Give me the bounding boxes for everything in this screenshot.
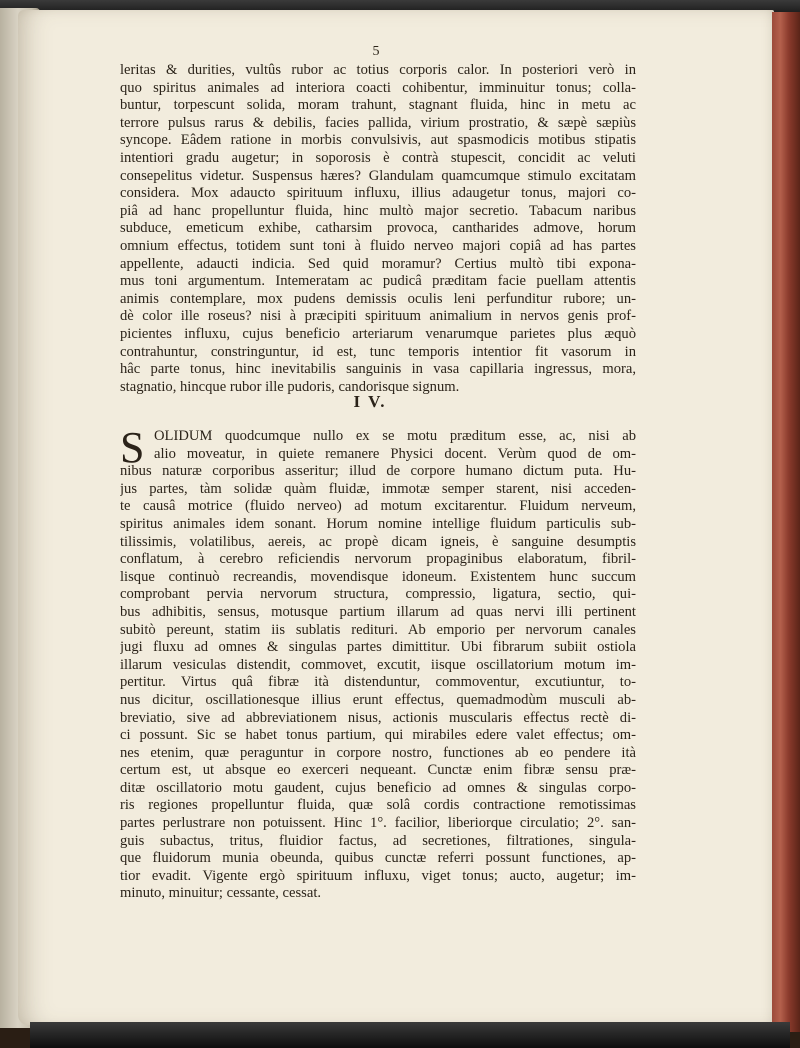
text-line: jugi fluxu ad omnes & singulas partes dimittitur. Ubi fibrarum subiit ostiola <box>120 639 636 656</box>
text-line: leritas & durities, vultûs rubor ac totius corporis calor. In posteriori verò in <box>120 62 636 78</box>
text-line: syncope. Eâdem ratione in morbis convulsivis, aut spasmodicis motibus stipatis <box>120 132 636 149</box>
text-line: quo spiritus animales ad interiora coacti cohibentur, imminuitur tonus; colla- <box>120 79 636 96</box>
text-line: tior evadit. Vigente ergò spirituum influxu, viget tonus; aucto, augetur; im- <box>120 867 636 884</box>
text-line: te causâ motrice (fluido nerveo) ad motum excitarentur. Fluidum nerveum, <box>120 498 636 515</box>
paragraph-continued <box>120 62 636 396</box>
text-line: spiritus animales idem sonant. Horum nomine intellige fluidum particulis sub- <box>120 515 636 532</box>
text-line: bus adhibitis, sensus, motusque partium illarum ad quas nervi illi pertinent <box>120 603 636 620</box>
text-line: pertitur. Virtus quâ fibræ ità distenduntur, commoventur, excutiuntur, to- <box>120 674 636 691</box>
text-line: buntur, torpescunt solida, moram trahunt, stagnant fluida, hinc in metu ac <box>120 97 636 114</box>
text-line: contrahuntur, constringuntur, id est, tunc temporis intentior fit vasorum in <box>120 343 636 360</box>
text-line: terrore pulsus rarus & debilis, facies pallida, virium prostratio, & sæpè sæpiùs <box>120 114 636 131</box>
text-line: ris regiones propelluntur fluida, quæ solâ cordis contractione remotissimas <box>120 797 636 814</box>
text-line: considera. Mox adaucto spirituum influxu, illius adaugetur tonus, majori co- <box>120 185 636 202</box>
text-line: subitò pereunt, statim iis sublatis redituri. Ab emporio per nervorum canales <box>120 621 636 638</box>
text-line: consepelitus videtur. Suspensus hæres? Glandulam quamcumque stimulo excitatam <box>120 167 636 184</box>
drop-cap: S <box>120 423 145 472</box>
text-line: breviatio, sive ad abbreviationem nisus, actionis muscularis effectus rectè di- <box>120 709 636 726</box>
text-line: animis contemplare, mox pudens demissis oculis leni perfunditur rubore; un- <box>120 290 636 307</box>
book-cover-edge <box>772 12 800 1032</box>
text-line: conflatum, à cerebro reficiendis nervorum propaginibus elaboratum, fibril- <box>120 551 636 568</box>
text-line: certum est, ut absque eo exerceri nequeant. Cunctæ enim fibræ sensu præ- <box>120 762 636 779</box>
text-line: picientes influxu, cujus beneficio arteriarum venarumque parietes plus æquò <box>120 325 636 342</box>
text-line: ditæ oscillatorio motu gaudent, cujus beneficio ad omnes & singulas corpo- <box>120 779 636 796</box>
scanner-bottom-edge <box>30 1022 790 1048</box>
text-line: piâ ad hanc propelluntur fluida, hinc multò major secretio. Tabacum naribus <box>120 202 636 219</box>
text-line: stagnatio, hincque rubor ille pudoris, candorisque signum. <box>120 378 460 395</box>
paragraph-section-iv <box>120 423 636 903</box>
text-line: ci possunt. Sic se habet tonus partium, qui mirabiles edere valet effectus; om- <box>120 727 636 744</box>
text-line: intentiori gradu augetur; in soporosis è contrà stupescit, concidit ac veluti <box>120 149 636 166</box>
text-line: tilissimis, volatilibus, aereis, ac propè dicam igneis, è sanguine desumptis <box>120 533 636 550</box>
text-line: appellente, adaucti indicia. Sed quid moramur? Certius multò tibi expona- <box>120 255 636 272</box>
text-line: que fluidorum munia obeunda, quibus cunctæ referri possunt functiones, ap- <box>120 850 636 867</box>
text-line: nibus naturæ corporibus asseritur; illud de corpore humano dictum puta. Hu- <box>120 463 636 480</box>
text-line: nus dicitur, oscillationesque illius erunt effectus, quemadmodùm musculi ab- <box>120 691 636 708</box>
text-line: subduce, emeticum exhibe, catharsim provoca, cantharides admove, horum <box>120 220 636 237</box>
text-line: illarum vesiculas distendit, commovet, excutit, iisque oscillatorium motum im- <box>120 656 636 673</box>
text-line: nes etenim, quæ peraguntur in corpore nostro, functiones ab eo pendere ità <box>120 744 636 761</box>
text-line: comprobant pervia nervorum structura, compressio, ligatura, sectio, qui- <box>120 586 636 603</box>
text-line: partes perlustrare non potuissent. Hinc 1°. facilior, liberiorque circulatio; 2°. san- <box>120 815 636 832</box>
text-line: hâc parte tonus, hinc inevitabilis sanguinis in vasa capillaria ingressus, mora, <box>120 361 636 378</box>
text-line: dè color ille roseus? nisi à præcipiti spirituum animalium in nervos genis prof- <box>120 308 636 325</box>
text-line: jus partes, tàm solidæ quàm fluidæ, immotæ semper starent, nisi acceden- <box>120 480 636 497</box>
text-line: guis subactus, tritus, fluidior factus, ad secretiones, filtrationes, singula- <box>120 832 636 849</box>
text-line: minuto, minuitur; cessante, cessat. <box>120 885 322 902</box>
text-line: mus toni argumentum. Intemeratam ac pudicâ præditam facie puellam attentis <box>120 273 636 290</box>
text-line: alio moveatur, in quiete remanere Physici docent. Verùm quod de om- <box>154 445 636 462</box>
page-number: 5 <box>372 44 380 59</box>
text-line: omnium effectus, totidem sunt toni à fluido nerveo majori copiâ ad has partes <box>120 237 636 254</box>
text-line: lisque continuò recreandis, movendisque idoneum. Existentem hunc succum <box>120 568 636 585</box>
section-heading: I V. <box>353 392 387 411</box>
text-line: OLIDUM quodcumque nullo ex se motu præditum esse, ac, nisi ab <box>154 428 636 444</box>
